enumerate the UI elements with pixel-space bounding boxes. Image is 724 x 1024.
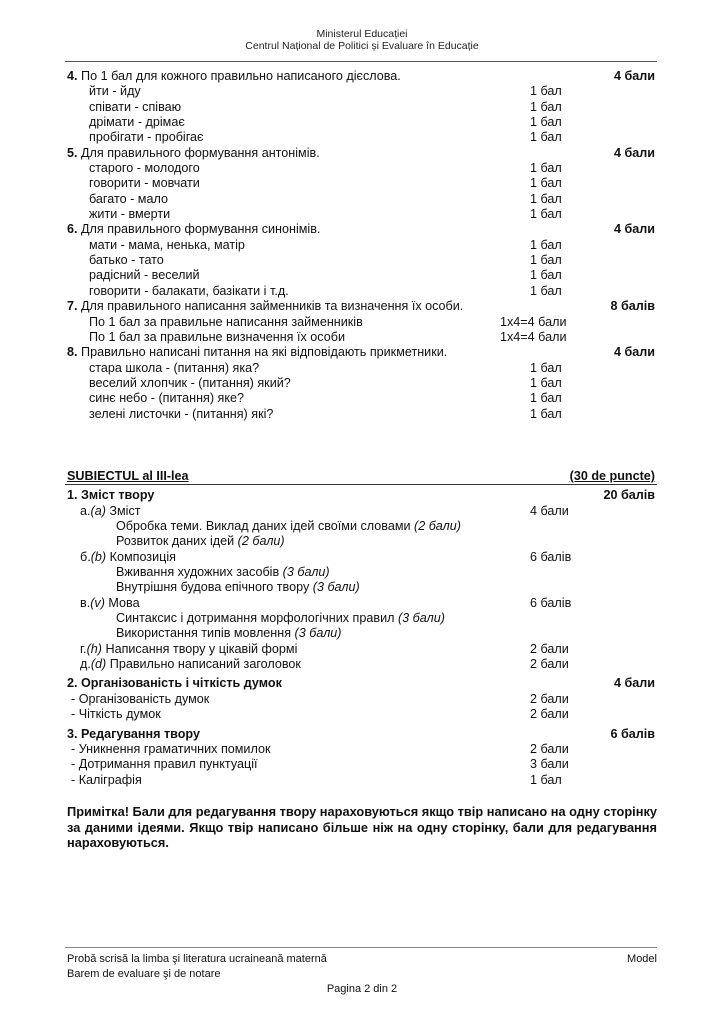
criterion-row bbox=[67, 504, 655, 519]
task-text: Для правильного формування антонімів. bbox=[77, 145, 320, 160]
answer-text: багато - мало bbox=[89, 191, 168, 206]
task-total: 4 бали bbox=[613, 222, 655, 237]
answer-row bbox=[67, 253, 655, 268]
subcriterion-text: Розвиток даних ідей bbox=[116, 534, 238, 549]
criterion-score: 4 бали bbox=[530, 503, 569, 518]
task-number: 8. bbox=[67, 345, 78, 360]
answer-score: 1 бал bbox=[530, 406, 562, 421]
section-heading bbox=[67, 488, 655, 503]
subcriterion-text: Обробка теми. Виклад даних ідей своїми словами bbox=[116, 519, 415, 534]
section-title: 2. Організованість і чіткість думок bbox=[67, 676, 282, 691]
page-header bbox=[0, 28, 724, 52]
center-name: Centrul Național de Politici și Evaluare în Educație bbox=[245, 40, 479, 52]
answer-row bbox=[67, 391, 655, 406]
answer-text: зелені листочки - (питання) які? bbox=[89, 406, 274, 421]
footer-divider bbox=[65, 947, 657, 948]
task-number: 7. bbox=[67, 299, 78, 314]
task-row bbox=[67, 146, 655, 161]
task-text: Для правильного написання займенників та визначення їх особи. bbox=[77, 299, 464, 314]
criterion-score: 2 бали bbox=[530, 707, 569, 722]
subcriterion-row bbox=[67, 580, 655, 595]
footer-model: Model bbox=[627, 953, 657, 965]
criterion-tag: (v) bbox=[90, 595, 105, 610]
criterion-label: Мова bbox=[104, 595, 140, 610]
answer-text: радісний - веселий bbox=[89, 268, 200, 283]
criterion-score: 1 бал bbox=[530, 772, 562, 787]
criterion-row bbox=[67, 742, 655, 757]
subject-heading bbox=[67, 469, 655, 484]
task-total: 8 балів bbox=[610, 299, 655, 314]
subcriterion-text: Синтаксис і дотримання морфологічних правил bbox=[116, 611, 398, 626]
subcriterion-row bbox=[67, 611, 655, 626]
footer-exam: Probă scrisă la limba şi literatura ucraineană maternă bbox=[67, 953, 327, 965]
part2-scoring bbox=[67, 69, 655, 422]
subject-points: (30 de puncte) bbox=[569, 469, 655, 483]
criterion-tag: (a) bbox=[90, 503, 106, 518]
subcriterion-row bbox=[67, 565, 655, 580]
task-row bbox=[67, 299, 655, 314]
subcriterion-text: Внутрішня будова епічного твору bbox=[116, 580, 313, 595]
task-number: 6. bbox=[67, 222, 78, 237]
task-row bbox=[67, 222, 655, 237]
answer-score: 1 бал bbox=[530, 237, 562, 252]
section-total: 6 балів bbox=[610, 726, 655, 741]
criterion-row bbox=[67, 773, 655, 788]
section-heading bbox=[67, 727, 655, 742]
answer-row bbox=[67, 315, 655, 330]
answer-score: 1 бал bbox=[530, 253, 562, 268]
criterion-row bbox=[67, 596, 655, 611]
part3-scoring bbox=[67, 469, 655, 788]
criterion-prefix: г. bbox=[80, 641, 87, 656]
criterion-row bbox=[67, 657, 655, 672]
criterion-row bbox=[67, 642, 655, 657]
answer-row bbox=[67, 207, 655, 222]
page-footer bbox=[67, 952, 657, 997]
subcriterion-row bbox=[67, 534, 655, 549]
subject-title: SUBIECTUL al III-lea bbox=[67, 469, 189, 483]
criterion-score: 2 бали bbox=[530, 741, 569, 756]
answer-text: дрімати - дрімає bbox=[89, 115, 185, 130]
answer-row bbox=[67, 238, 655, 253]
task-text: По 1 бал для кожного правильно написаного дієслова. bbox=[77, 69, 401, 83]
criterion-tag: (d) bbox=[90, 657, 107, 672]
section-heading bbox=[67, 676, 655, 691]
criterion-prefix: б. bbox=[80, 549, 91, 564]
answer-text: співати - співаю bbox=[89, 99, 182, 114]
criterion-row bbox=[67, 707, 655, 722]
answer-score: 1 бал bbox=[530, 84, 562, 99]
answer-score: 1 бал bbox=[530, 115, 562, 130]
criterion-prefix: д. bbox=[80, 657, 91, 672]
answer-row bbox=[67, 284, 655, 299]
criterion-row bbox=[67, 757, 655, 772]
subject-divider bbox=[65, 484, 657, 485]
criterion-score: 2 бали bbox=[530, 657, 569, 672]
criterion-score: 2 бали bbox=[530, 691, 569, 706]
criterion-label: - Уникнення граматичних помилок bbox=[71, 741, 271, 756]
answer-score: 1 бал bbox=[530, 176, 562, 191]
footer-barem: Barem de evaluare şi de notare bbox=[67, 968, 221, 980]
criterion-score: 6 балів bbox=[530, 549, 572, 564]
answer-text: По 1 бал за правильне визначення їх особи bbox=[89, 329, 345, 344]
answer-text: говорити - мовчати bbox=[89, 176, 200, 191]
criterion-tag: (b) bbox=[90, 549, 107, 564]
task-text: Для правильного формування синонімів. bbox=[77, 222, 321, 237]
note-text: Примітка! Бали для редагування твору нараховуються якщо твір написано на одну сторінку за даними ідеями. Якщо твір написано більше ніж на одну сторінку, бали для редагування нараховуються. bbox=[67, 804, 657, 851]
criterion-label: - Дотримання правил пунктуації bbox=[71, 757, 258, 772]
criterion-tag: (h) bbox=[86, 641, 102, 656]
answer-score: 1 бал bbox=[530, 375, 562, 390]
header-divider bbox=[65, 61, 657, 62]
answer-row bbox=[67, 361, 655, 376]
answer-score: 1 бал bbox=[530, 191, 562, 206]
answer-score: 1 бал bbox=[530, 99, 562, 114]
answer-score: 1x4=4 бали bbox=[500, 314, 567, 329]
answer-text: говорити - балакати, базікати і т.д. bbox=[89, 283, 289, 298]
answer-score: 1 бал bbox=[530, 268, 562, 283]
criterion-label: Композиція bbox=[106, 549, 176, 564]
page-number: Pagina 2 din 2 bbox=[326, 983, 398, 995]
answer-row bbox=[67, 330, 655, 345]
criterion-label: - Чіткість думок bbox=[71, 707, 161, 722]
subcriterion-row bbox=[67, 626, 655, 641]
subcriterion-points: (3 бали) bbox=[312, 580, 360, 595]
answer-score: 1 бал bbox=[530, 207, 562, 222]
answer-score: 1 бал bbox=[530, 360, 562, 375]
criterion-score: 2 бали bbox=[530, 641, 569, 656]
section-title: 3. Редагування твору bbox=[67, 726, 200, 741]
task-row bbox=[67, 345, 655, 360]
answer-score: 1 бал bbox=[530, 391, 562, 406]
subcriterion-points: (2 бали) bbox=[414, 519, 461, 534]
answer-text: йти - йду bbox=[89, 84, 141, 99]
criterion-label: - Каліграфія bbox=[71, 772, 142, 787]
answer-score: 1 бал bbox=[530, 130, 562, 145]
subcriterion-points: (3 бали) bbox=[282, 565, 330, 580]
task-number: 5. bbox=[67, 145, 78, 160]
answer-row bbox=[67, 115, 655, 130]
answer-text: старого - молодого bbox=[89, 161, 200, 176]
criterion-label: Зміст bbox=[105, 503, 141, 518]
answer-score: 1x4=4 бали bbox=[500, 329, 567, 344]
section-total: 4 бали bbox=[613, 676, 655, 691]
criterion-prefix: а. bbox=[80, 503, 91, 518]
section-title: 1. Зміст твору bbox=[67, 488, 155, 503]
task-total: 4 бали bbox=[613, 145, 655, 160]
answer-text: мати - мама, ненька, матір bbox=[89, 237, 245, 252]
subcriterion-points: (3 бали) bbox=[397, 611, 445, 626]
answer-row bbox=[67, 176, 655, 191]
answer-row bbox=[67, 84, 655, 99]
answer-row bbox=[67, 376, 655, 391]
answer-text: пробігати - пробігає bbox=[89, 130, 204, 145]
answer-score: 1 бал bbox=[530, 283, 562, 298]
answer-text: веселий хлопчик - (питання) який? bbox=[89, 375, 291, 390]
criterion-label: - Організованість думок bbox=[71, 691, 210, 706]
task-total: 4 бали bbox=[613, 69, 655, 83]
criterion-row bbox=[67, 550, 655, 565]
task-text: Правильно написані питання на які відповідають прикметники. bbox=[77, 345, 448, 360]
subcriterion-row bbox=[67, 519, 655, 534]
criterion-label: Написання твору у цікавій формі bbox=[101, 641, 298, 656]
task-total: 4 бали bbox=[613, 345, 655, 360]
answer-text: По 1 бал за правильне написання займенників bbox=[89, 314, 363, 329]
task-number: 4. bbox=[67, 69, 78, 83]
answer-text: батько - тато bbox=[89, 253, 164, 268]
criterion-score: 3 бали bbox=[530, 757, 569, 772]
subcriterion-text: Вживання художних засобів bbox=[116, 565, 283, 580]
answer-row bbox=[67, 130, 655, 145]
answer-score: 1 бал bbox=[530, 161, 562, 176]
criterion-score: 6 балів bbox=[530, 595, 572, 610]
answer-row bbox=[67, 268, 655, 283]
criterion-label: Правильно написаний заголовок bbox=[106, 657, 301, 672]
answer-text: жити - вмерти bbox=[89, 207, 171, 222]
ministry-name: Ministerul Educației bbox=[316, 28, 408, 40]
task-row bbox=[67, 69, 655, 84]
answer-row bbox=[67, 407, 655, 422]
subcriterion-points: (2 бали) bbox=[237, 534, 285, 549]
answer-row bbox=[67, 100, 655, 115]
subcriterion-points: (3 бали) bbox=[294, 626, 342, 641]
criterion-prefix: в. bbox=[80, 595, 91, 610]
section-total: 20 балів bbox=[603, 488, 655, 503]
subcriterion-text: Використання типів мовлення bbox=[116, 626, 295, 641]
criterion-row bbox=[67, 692, 655, 707]
answer-row bbox=[67, 161, 655, 176]
answer-text: стара школа - (питання) яка? bbox=[89, 360, 260, 375]
answer-row bbox=[67, 192, 655, 207]
answer-text: синє небо - (питання) яке? bbox=[89, 391, 245, 406]
